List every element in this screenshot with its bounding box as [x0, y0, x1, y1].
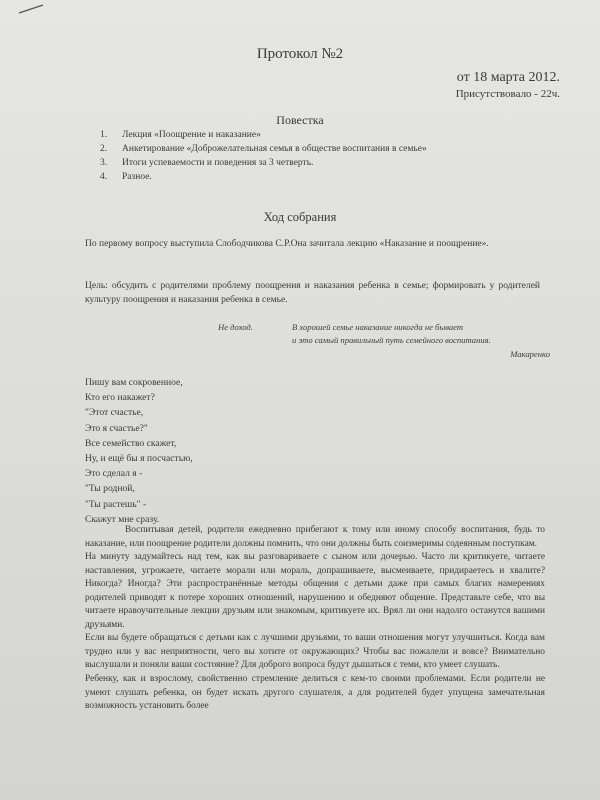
- poem-line: Скажут мне сразу.: [85, 513, 160, 525]
- agenda-item: [100, 130, 261, 140]
- agenda-item: [100, 172, 152, 182]
- agenda-number: 2.: [100, 144, 108, 154]
- agenda-item: [100, 158, 313, 168]
- attendance-count: Присутствовало - 22ч.: [455, 88, 560, 100]
- epigraph-author: Макаренко: [510, 349, 550, 359]
- pen-mark-icon: [18, 4, 44, 14]
- intro-paragraph: По первому вопросу выступила Слободчикова С.Р.Она зачитала лекцию «Наказание и поощрение».: [85, 239, 489, 249]
- agenda-item: [100, 144, 427, 154]
- poem-line: Это я счастье?": [85, 422, 148, 434]
- agenda-heading: Повестка: [276, 113, 324, 127]
- agenda-text: Итоги успеваемости и поведения за 3 четверть.: [122, 158, 314, 168]
- agenda-number: 4.: [100, 172, 108, 182]
- body-paragraph: Если вы будете обращаться с детьми как с лучшими друзьями, то ваши отношения могут улучшиться. Когда вам трудно или у вас неприятности, чего вы хотите от окружающих? Чтобы вас пожалели и вовсе? Внимательно выслушали и поняли ваши состояние? Для доброго вопроса будут дышаться с теми, кто умеет слушать.: [85, 633, 545, 671]
- document-title: Протокол №2: [256, 46, 344, 62]
- document-date: от 18 марта 2012.: [456, 70, 560, 85]
- agenda-text: Анкетирование «Доброжелательная семья в обществе воспитания в семье»: [122, 144, 427, 154]
- body-text: [85, 524, 545, 714]
- goal-paragraph: Цель: обсудить с родителями проблему поощрения и наказания ребенка в семье; формировать у родителей культуру поощрения и наказания ребенка в семье.: [85, 281, 540, 305]
- epigraph-line: и это самый правильный путь семейного воспитания.: [292, 335, 491, 345]
- epigraph-line: В хорошей семье наказание никогда не бывает: [292, 322, 464, 332]
- poem-line: Пишу вам сокровенное,: [85, 377, 183, 388]
- agenda-number: 3.: [100, 158, 108, 168]
- poem-line: "Ты растешь" -: [85, 498, 147, 510]
- body-paragraph: На минуту задумайтесь над тем, как вы разговариваете с сыном или дочерью. Часто ли критикуете, читаете наставления, угрожаете, читаете морали или мораль, допрашиваете, высмеиваете, придираетесь и хвалите? Никогда? Иногда? Эти распространённые методы общения с детьми даже при самых благих намерениях родителей приводят к потере хороших отношений, нарушению и обедняют общение. Представьте себе, что вы читаете нравоучительные лекции друзьям или знакомым, критикуете их. Врял ли они надолго останутся вашими друзьями.: [85, 552, 545, 630]
- poem-line: Все семейство скажет,: [85, 437, 177, 449]
- agenda-number: 1.: [100, 130, 108, 140]
- poem-line: Это сделал я -: [85, 468, 143, 480]
- poem-line: Ну, и ещё бы я посчастью,: [85, 453, 193, 465]
- poem-line: "Этот счастье,: [85, 407, 144, 419]
- body-paragraph: Ребенку, как и взрослому, свойственно стремление делиться с кем-то своими проблемами. Если родители не умеют слушать ребенка, он будет искать другого слушателя, а для родителей будет упущена замечательная возможность установить более: [85, 674, 545, 712]
- poem-line: Кто его накажет?: [85, 392, 155, 404]
- agenda-text: Разное.: [122, 172, 152, 182]
- epigraph-label: Не доход.: [218, 322, 253, 332]
- poem-line: "Ты родной,: [85, 483, 135, 495]
- agenda-text: Лекция «Поощрение и наказание»: [122, 130, 261, 140]
- poem-block: [85, 375, 305, 527]
- body-paragraph: Воспитывая детей, родители ежедневно прибегают к тому или иному способу воспитания, будь то наказание, или поощрение родители должны помнить, что они должны быть соизмеримы содеянным поступкам.: [85, 525, 545, 549]
- course-heading: Ход собрания: [263, 210, 337, 224]
